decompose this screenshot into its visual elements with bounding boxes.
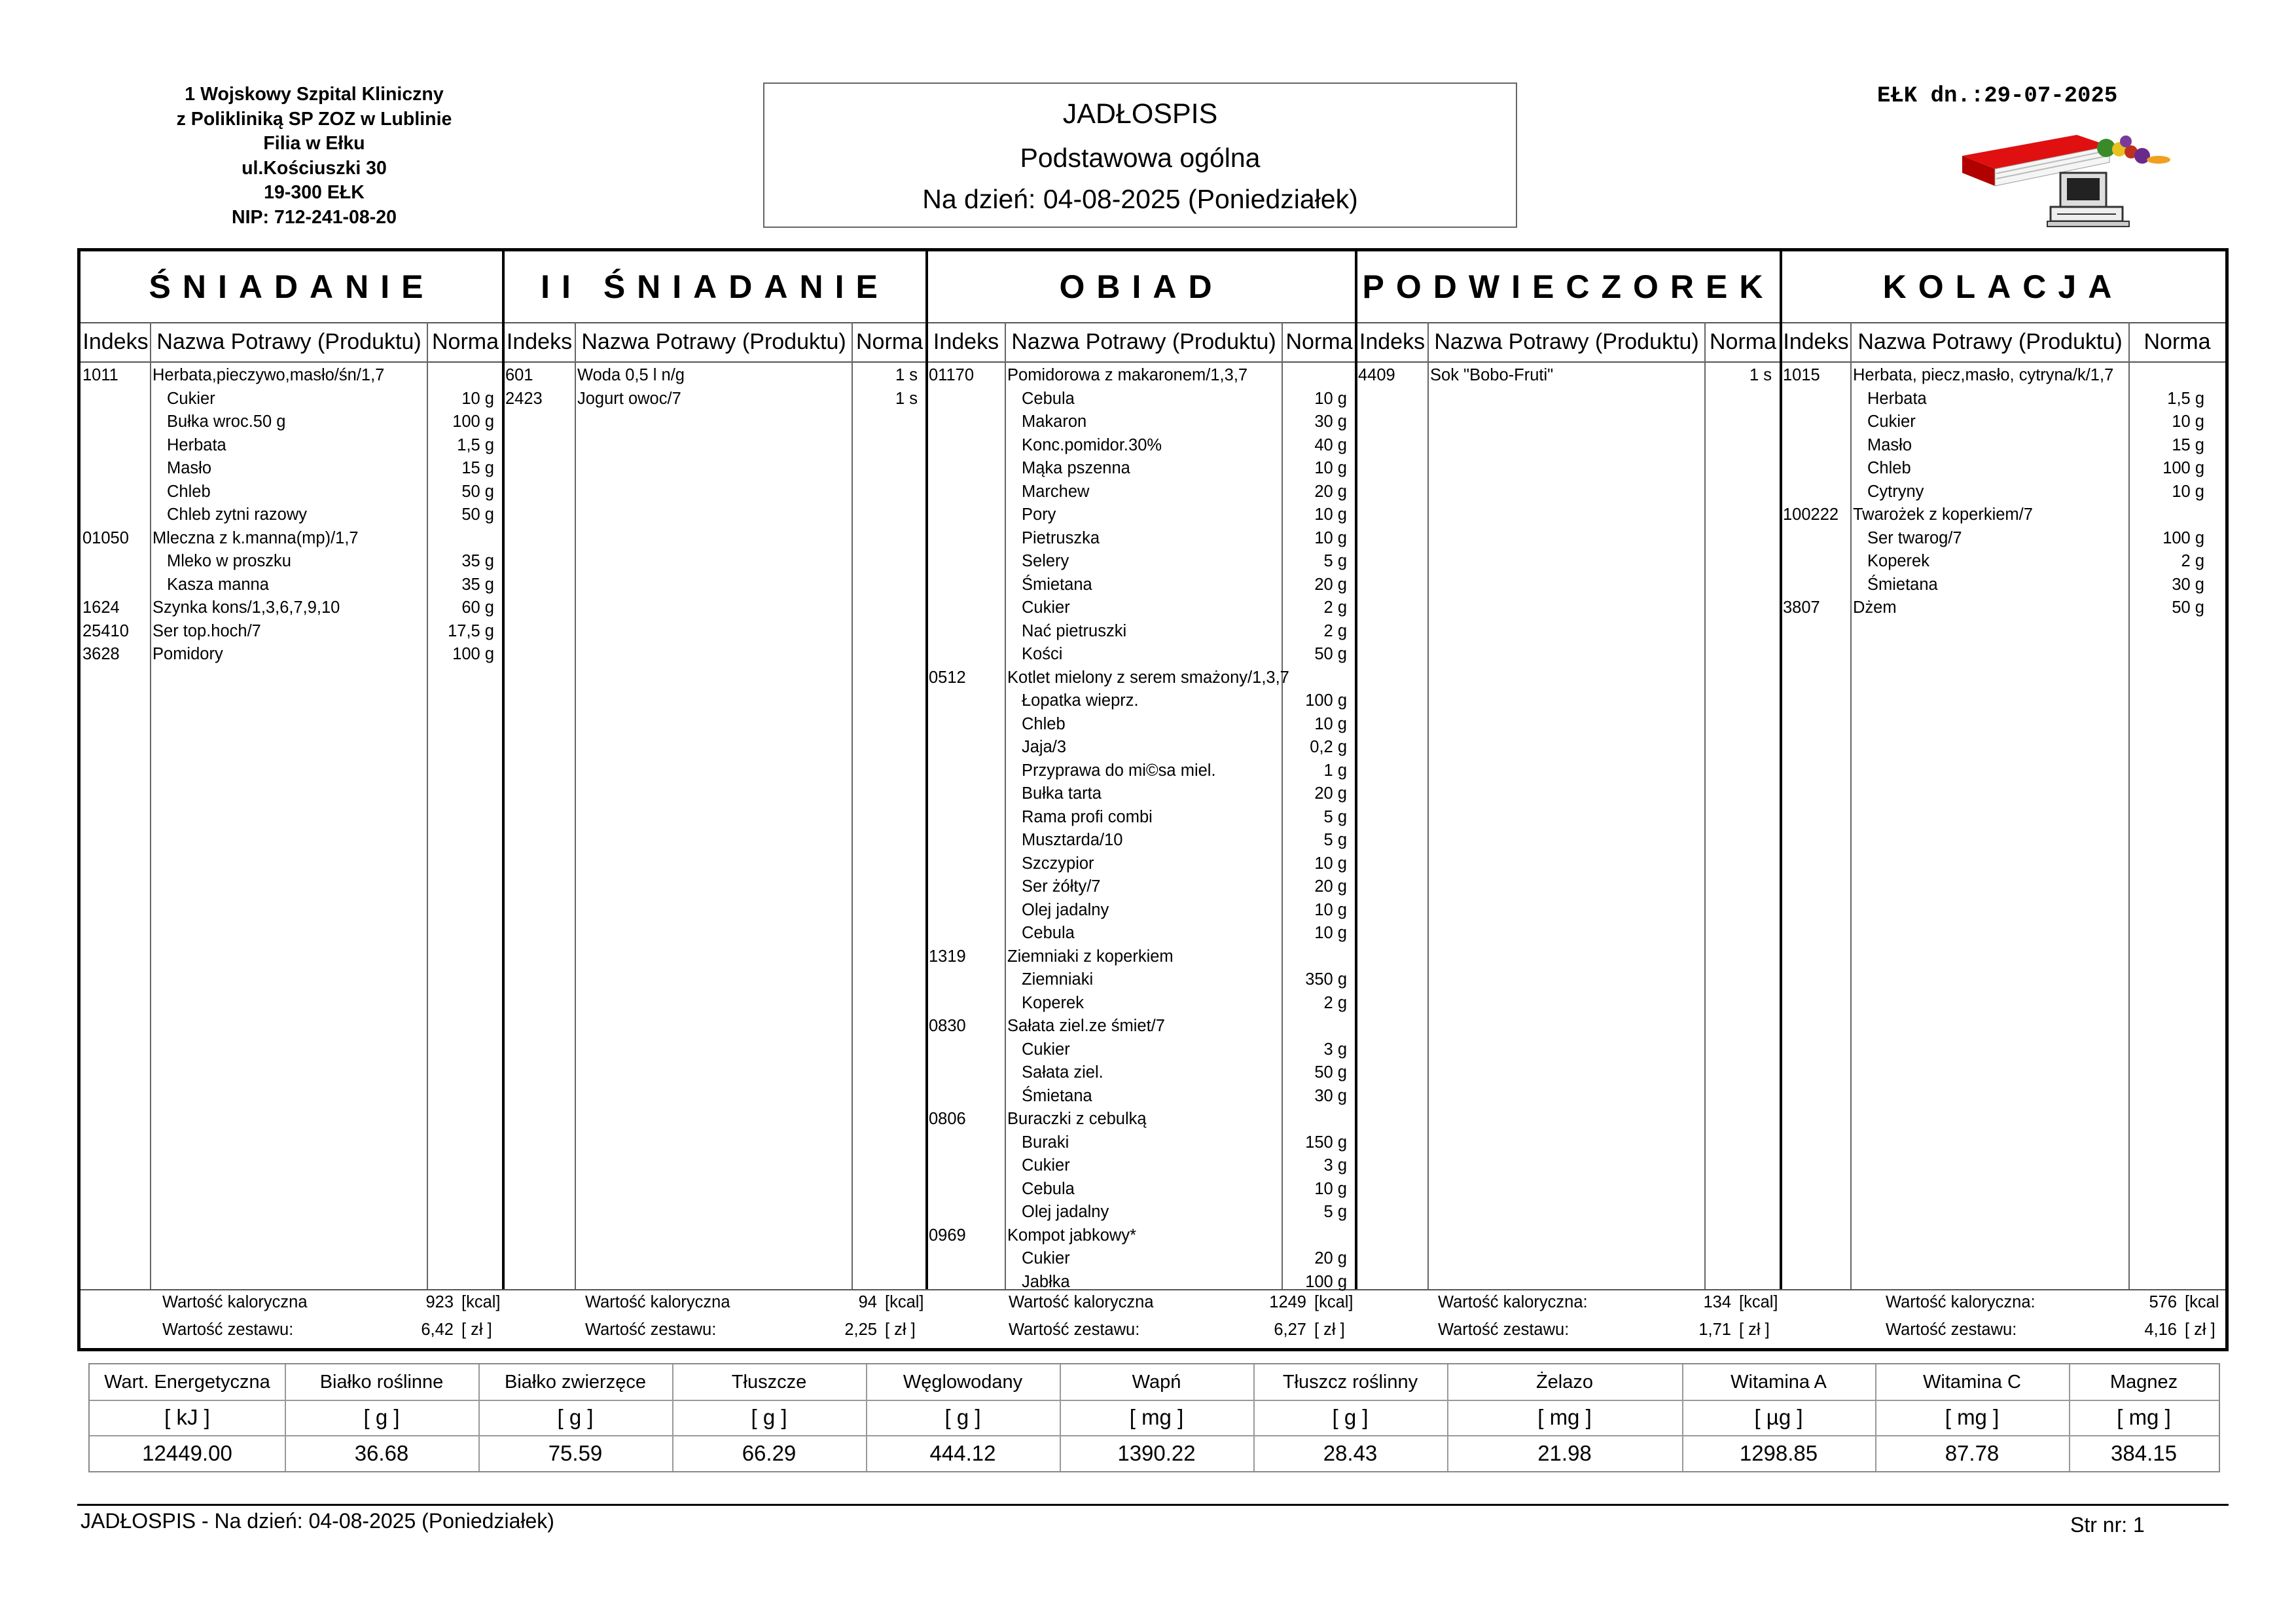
cost-value: 2,25: [844, 1321, 877, 1339]
column-header-norm: Norma: [1285, 329, 1353, 354]
ingredient-name: Makaron: [1022, 412, 1087, 431]
dish-name: Sok "Bobo-Fruti": [1430, 366, 1554, 384]
ingredient-name: Rama profi combi: [1022, 807, 1153, 826]
ingredient-name: Koperek: [1022, 993, 1084, 1012]
row-norm: 2 g: [1323, 598, 1347, 617]
ingredient-name: Chleb zytni razowy: [167, 505, 307, 524]
ingredient-name: Ser żółty/7: [1022, 877, 1101, 896]
nutrition-label: Magnez: [2109, 1372, 2178, 1393]
dish-name: Pomidorowa z makaronem/1,3,7: [1007, 366, 1248, 384]
row-norm: 20 g: [1314, 877, 1347, 896]
cost-value: 4,16: [2144, 1321, 2177, 1339]
row-norm: 20 g: [1314, 482, 1347, 501]
kcal-label: Wartość kaloryczna: [162, 1293, 308, 1311]
dish-name: Mleczna z k.manna(mp)/1,7: [152, 528, 359, 547]
ingredient-name: Masło: [167, 459, 212, 477]
org-line: z Polikliniką SP ZOZ w Lublinie: [176, 108, 452, 130]
ingredient-name: Cebula: [1022, 924, 1075, 942]
summary-separator: [81, 1289, 2225, 1290]
column-header-name: Nazwa Potrawy (Produktu): [156, 329, 422, 354]
meal-section-divider: [925, 251, 928, 1289]
column-divider: [150, 322, 151, 1289]
column-divider: [575, 322, 576, 1289]
cost-label: Wartość zestawu:: [1438, 1321, 1570, 1339]
nutrition-unit: [ g ]: [944, 1405, 981, 1429]
row-norm: 10 g: [1314, 854, 1347, 873]
row-norm: 20 g: [1314, 784, 1347, 803]
nutrition-label: Witamina A: [1731, 1372, 1827, 1393]
ingredient-name: Buraki: [1022, 1133, 1069, 1152]
column-divider: [852, 322, 853, 1289]
footer-document-info: JADŁOSPIS - Na dzień: 04-08-2025 (Poniedziałek): [81, 1509, 554, 1533]
org-line: Filia w Ełku: [263, 133, 365, 154]
ingredient-name: Pory: [1022, 505, 1056, 524]
column-header-index: Indeks: [506, 329, 573, 354]
dish-name: Herbata, piecz,masło, cytryna/k/1,7: [1853, 366, 2114, 384]
row-norm: 5 g: [1323, 807, 1347, 826]
meal-title: II ŚNIADANIE: [541, 268, 889, 305]
kcal-unit: [kcal: [2185, 1293, 2219, 1311]
cost-unit: [ zł ]: [2185, 1321, 2215, 1339]
org-line: 19-300 EŁK: [264, 182, 365, 203]
column-header-name: Nazwa Potrawy (Produktu): [1857, 329, 2123, 354]
row-index: 0512: [929, 668, 966, 687]
row-norm: 50 g: [2172, 598, 2204, 617]
row-norm: 3 g: [1323, 1156, 1347, 1175]
kcal-unit: [kcal]: [1739, 1293, 1778, 1311]
row-index: 1624: [82, 598, 120, 617]
org-line: ul.Kościuszki 30: [242, 157, 387, 179]
ingredient-name: Śmietana: [1867, 575, 1938, 594]
row-norm: 30 g: [1314, 1086, 1347, 1105]
column-divider: [1850, 322, 1852, 1289]
kcal-label: Wartość kaloryczna: [585, 1293, 730, 1311]
row-norm: 5 g: [1323, 1203, 1347, 1221]
column-header-index: Indeks: [933, 329, 999, 354]
row-norm: 10 g: [1314, 389, 1347, 408]
row-norm: 50 g: [1314, 645, 1347, 663]
kcal-unit: [kcal]: [461, 1293, 501, 1311]
cost-value: 6,42: [421, 1321, 454, 1339]
ingredient-name: Musztarda/10: [1022, 831, 1123, 849]
column-divider: [1704, 322, 1706, 1289]
row-norm: 350 g: [1305, 970, 1347, 989]
nutrition-unit: [ g ]: [557, 1405, 594, 1429]
nutrition-value: 12449.00: [142, 1441, 232, 1465]
nutrition-value: 28.43: [1323, 1441, 1378, 1465]
nutrition-label: Białko zwierzęce: [505, 1372, 646, 1393]
ingredient-name: Bułka wroc.50 g: [167, 412, 286, 431]
cost-label: Wartość zestawu:: [162, 1321, 294, 1339]
row-index: 1319: [929, 947, 966, 966]
row-norm: 100 g: [452, 412, 494, 431]
dish-name: Jogurt owoc/7: [577, 389, 681, 408]
nutrition-label: Tłuszcze: [731, 1372, 807, 1393]
ingredient-name: Herbata: [1867, 389, 1927, 408]
ingredient-name: Bułka tarta: [1022, 784, 1102, 803]
nutrition-value: 21.98: [1537, 1441, 1592, 1465]
row-norm: 35 g: [461, 575, 494, 594]
row-index: 2423: [505, 389, 543, 408]
row-norm: 15 g: [2172, 435, 2204, 454]
ingredient-name: Konc.pomidor.30%: [1022, 435, 1162, 454]
issue-city-date: EŁK dn.:29-07-2025: [1877, 84, 2118, 109]
cost-unit: [ zł ]: [1739, 1321, 1770, 1339]
row-norm: 50 g: [461, 505, 494, 524]
row-norm: 10 g: [2172, 412, 2204, 431]
cost-unit: [ zł ]: [885, 1321, 916, 1339]
row-norm: 30 g: [2172, 575, 2204, 594]
row-index: 1015: [1783, 366, 1820, 384]
row-norm: 20 g: [1314, 1249, 1347, 1267]
row-norm: 10 g: [1314, 459, 1347, 477]
dish-name: Pomidory: [152, 645, 223, 663]
row-norm: 10 g: [1314, 1179, 1347, 1198]
row-norm: 1,5 g: [2167, 389, 2204, 408]
meal-section-divider: [502, 251, 505, 1289]
document-title: JADŁOSPIS: [1062, 98, 1218, 130]
ingredient-name: Chleb: [1022, 714, 1066, 733]
dish-name: Szynka kons/1,3,6,7,9,10: [152, 598, 340, 617]
ingredient-name: Olej jadalny: [1022, 1203, 1109, 1221]
row-index: 1011: [82, 366, 118, 384]
nutrition-value: 75.59: [548, 1441, 603, 1465]
cost-value: 6,27: [1274, 1321, 1306, 1339]
row-norm: 50 g: [461, 482, 494, 501]
row-index: 3628: [82, 645, 120, 663]
row-norm: 17,5 g: [448, 621, 494, 640]
ingredient-name: Masło: [1867, 435, 1912, 454]
ingredient-name: Marchew: [1022, 482, 1090, 501]
row-norm: 2 g: [2181, 552, 2204, 570]
row-norm: 1 s: [895, 389, 918, 408]
nutrition-value: 384.15: [2111, 1441, 2177, 1465]
row-norm: 100 g: [452, 645, 494, 663]
column-header-name: Nazwa Potrawy (Produktu): [1434, 329, 1699, 354]
kcal-label: Wartość kaloryczna: [1009, 1293, 1154, 1311]
meal-section-divider: [1355, 251, 1357, 1289]
nutrition-unit: [ g ]: [1332, 1405, 1369, 1429]
nutrition-value: 1298.85: [1739, 1441, 1818, 1465]
row-norm: 100 g: [1305, 1272, 1347, 1291]
row-norm: 3 g: [1323, 1040, 1347, 1059]
column-header-name: Nazwa Potrawy (Produktu): [1011, 329, 1276, 354]
ingredient-name: Cukier: [1867, 412, 1916, 431]
page-number: Str nr: 1: [2070, 1513, 2145, 1537]
nutrition-value: 1390.22: [1117, 1441, 1196, 1465]
row-norm: 10 g: [1314, 714, 1347, 733]
row-norm: 100 g: [1305, 691, 1347, 710]
row-index: 01170: [929, 366, 975, 384]
row-norm: 2 g: [1323, 621, 1347, 640]
dish-name: Woda 0,5 l n/g: [577, 366, 685, 384]
title-box: [763, 82, 1517, 228]
ingredient-name: Koperek: [1867, 552, 1929, 570]
dish-name: Buraczki z cebulką: [1007, 1110, 1147, 1128]
ingredient-name: Mąka pszenna: [1022, 459, 1130, 477]
nutrition-unit: [ mg ]: [1945, 1405, 2000, 1429]
row-norm: 40 g: [1314, 435, 1347, 454]
ingredient-name: Cukier: [167, 389, 215, 408]
ingredient-name: Jabłka: [1022, 1272, 1070, 1291]
cost-label: Wartość zestawu:: [1886, 1321, 2017, 1339]
row-norm: 5 g: [1323, 552, 1347, 570]
column-header-norm: Norma: [431, 329, 499, 354]
meal-title: ŚNIADANIE: [149, 268, 435, 305]
dish-name: Ser top.hoch/7: [152, 621, 261, 640]
org-line: 1 Wojskowy Szpital Kliniczny: [185, 84, 444, 105]
dish-name: Dżem: [1853, 598, 1897, 617]
cost-unit: [ zł ]: [461, 1321, 492, 1339]
kcal-value: 576: [2149, 1293, 2177, 1311]
ingredient-name: Cukier: [1022, 1156, 1070, 1175]
menu-date: Na dzień: 04-08-2025 (Poniedziałek): [922, 184, 1358, 214]
ingredient-name: Śmietana: [1022, 1086, 1092, 1105]
row-norm: 10 g: [1314, 528, 1347, 547]
ingredient-name: Chleb: [1867, 459, 1911, 477]
cost-value: 1,71: [1698, 1321, 1731, 1339]
row-index: 25410: [82, 621, 129, 640]
row-norm: 1 s: [895, 366, 918, 384]
row-norm: 30 g: [1314, 412, 1347, 431]
row-norm: 10 g: [1314, 924, 1347, 942]
column-header-norm: Norma: [1709, 329, 1777, 354]
dish-name: Twarożek z koperkiem/7: [1853, 505, 2033, 524]
ingredient-name: Ziemniaki: [1022, 970, 1094, 989]
row-index: 601: [505, 366, 533, 384]
row-index: 3807: [1783, 598, 1820, 617]
row-norm: 150 g: [1305, 1133, 1347, 1152]
kcal-value: 94: [858, 1293, 877, 1311]
row-norm: 100 g: [2162, 459, 2204, 477]
row-norm: 0,2 g: [1310, 738, 1347, 756]
row-norm: 10 g: [2172, 482, 2204, 501]
ingredient-name: Ser twarog/7: [1867, 528, 1962, 547]
row-index: 100222: [1783, 505, 1839, 524]
ingredient-name: Chleb: [167, 482, 211, 501]
ingredient-name: Cukier: [1022, 1040, 1070, 1059]
column-header-name: Nazwa Potrawy (Produktu): [581, 329, 846, 354]
nutrition-value: 87.78: [1945, 1441, 2000, 1465]
kcal-value: 1249: [1269, 1293, 1306, 1311]
dish-name: Sałata ziel.ze śmiet/7: [1007, 1017, 1165, 1035]
nutrition-unit: [ g ]: [363, 1405, 400, 1429]
ingredient-name: Jaja/3: [1022, 738, 1067, 756]
row-norm: 60 g: [461, 598, 494, 617]
row-norm: 10 g: [1314, 900, 1347, 919]
column-divider: [1427, 322, 1429, 1289]
dish-name: Herbata,pieczywo,masło/śn/1,7: [152, 366, 385, 384]
org-line: NIP: 712-241-08-20: [232, 206, 397, 228]
dish-name: Ziemniaki z koperkiem: [1007, 947, 1174, 966]
ingredient-name: Cebula: [1022, 1179, 1075, 1198]
column-header-norm: Norma: [855, 329, 924, 354]
column-header-index: Indeks: [1359, 329, 1426, 354]
ingredient-name: Cukier: [1022, 598, 1070, 617]
row-norm: 100 g: [2162, 528, 2204, 547]
ingredient-name: Mleko w proszku: [167, 552, 291, 570]
row-norm: 35 g: [461, 552, 494, 570]
nutrition-unit: [ mg ]: [1129, 1405, 1184, 1429]
dish-name: Kompot jabkowy*: [1007, 1226, 1137, 1245]
meal-title: OBIAD: [1059, 268, 1224, 305]
nutrition-unit: [ g ]: [751, 1405, 787, 1429]
ingredient-name: Szczypior: [1022, 854, 1094, 873]
column-header-norm: Norma: [2144, 329, 2211, 354]
ingredient-name: Kasza manna: [167, 575, 269, 594]
row-norm: 2 g: [1323, 993, 1347, 1012]
row-norm: 1 s: [1749, 366, 1772, 384]
nutrition-value: 66.29: [742, 1441, 797, 1465]
book-computer-food-icon: [1962, 130, 2178, 231]
cost-label: Wartość zestawu:: [585, 1321, 717, 1339]
kcal-unit: [kcal]: [885, 1293, 924, 1311]
nutrition-label: Witamina C: [1923, 1372, 2021, 1393]
ingredient-name: Pietruszka: [1022, 528, 1100, 547]
nutrition-unit: [ µg ]: [1754, 1405, 1803, 1429]
nutrition-table: [88, 1363, 2220, 1472]
diet-name: Podstawowa ogólna: [1020, 143, 1261, 173]
meals-table: [77, 248, 2229, 1351]
kcal-label: Wartość kaloryczna:: [1886, 1293, 2036, 1311]
ingredient-name: Sałata ziel.: [1022, 1063, 1103, 1082]
row-norm: 1 g: [1323, 761, 1347, 780]
row-norm: 10 g: [1314, 505, 1347, 524]
ingredient-name: Śmietana: [1022, 575, 1092, 594]
ingredient-name: Cukier: [1022, 1249, 1070, 1267]
kcal-unit: [kcal]: [1314, 1293, 1354, 1311]
nutrition-value: 444.12: [929, 1441, 996, 1465]
ingredient-name: Selery: [1022, 552, 1069, 570]
nutrition-label: Białko roślinne: [319, 1372, 444, 1393]
meal-title: KOLACJA: [1882, 268, 2124, 305]
organization-info: [131, 82, 497, 230]
ingredient-name: Nać pietruszki: [1022, 621, 1127, 640]
row-norm: 20 g: [1314, 575, 1347, 594]
row-index: 01050: [82, 528, 129, 547]
row-norm: 1,5 g: [457, 435, 494, 454]
meal-title: PODWIECZOREK: [1362, 268, 1775, 305]
ingredient-name: Olej jadalny: [1022, 900, 1109, 919]
footer-divider: [77, 1504, 2229, 1506]
nutrition-label: Żelazo: [1535, 1372, 1594, 1393]
nutrition-label: Wapń: [1132, 1372, 1181, 1393]
row-index: 4409: [1358, 366, 1395, 384]
kcal-value: 134: [1703, 1293, 1731, 1311]
nutrition-unit: [ mg ]: [2117, 1405, 2171, 1429]
nutrition-label: Tłuszcz roślinny: [1282, 1372, 1418, 1393]
row-norm: 50 g: [1314, 1063, 1347, 1082]
row-index: 0969: [929, 1226, 966, 1245]
nutrition-label: Wart. Energetyczna: [104, 1372, 270, 1393]
row-index: 0806: [929, 1110, 966, 1128]
row-norm: 15 g: [461, 459, 494, 477]
nutrition-label: Węglowodany: [903, 1372, 1023, 1393]
column-divider: [1005, 322, 1006, 1289]
ingredient-name: Kości: [1022, 645, 1063, 663]
column-header-index: Indeks: [82, 329, 149, 354]
ingredient-name: Cytryny: [1867, 482, 1924, 501]
column-header-index: Indeks: [1783, 329, 1849, 354]
nutrition-value: 36.68: [354, 1441, 409, 1465]
kcal-label: Wartość kaloryczna:: [1438, 1293, 1588, 1311]
kcal-value: 923: [425, 1293, 454, 1311]
ingredient-name: Herbata: [167, 435, 226, 454]
ingredient-name: Cebula: [1022, 389, 1075, 408]
ingredient-name: Łopatka wieprz.: [1022, 691, 1139, 710]
row-norm: 5 g: [1323, 831, 1347, 849]
column-header-separator: [81, 361, 2225, 363]
cost-label: Wartość zestawu:: [1009, 1321, 1140, 1339]
dish-name: Kotlet mielony z serem smażony/1,3,7: [1007, 668, 1289, 687]
cost-unit: [ zł ]: [1314, 1321, 1345, 1339]
nutrition-unit: [ kJ ]: [164, 1405, 210, 1429]
nutrition-unit: [ mg ]: [1537, 1405, 1592, 1429]
row-norm: 10 g: [461, 389, 494, 408]
row-index: 0830: [929, 1017, 966, 1035]
meal-section-divider: [1780, 251, 1782, 1289]
ingredient-name: Przyprawa do mi©sa miel.: [1022, 761, 1216, 780]
